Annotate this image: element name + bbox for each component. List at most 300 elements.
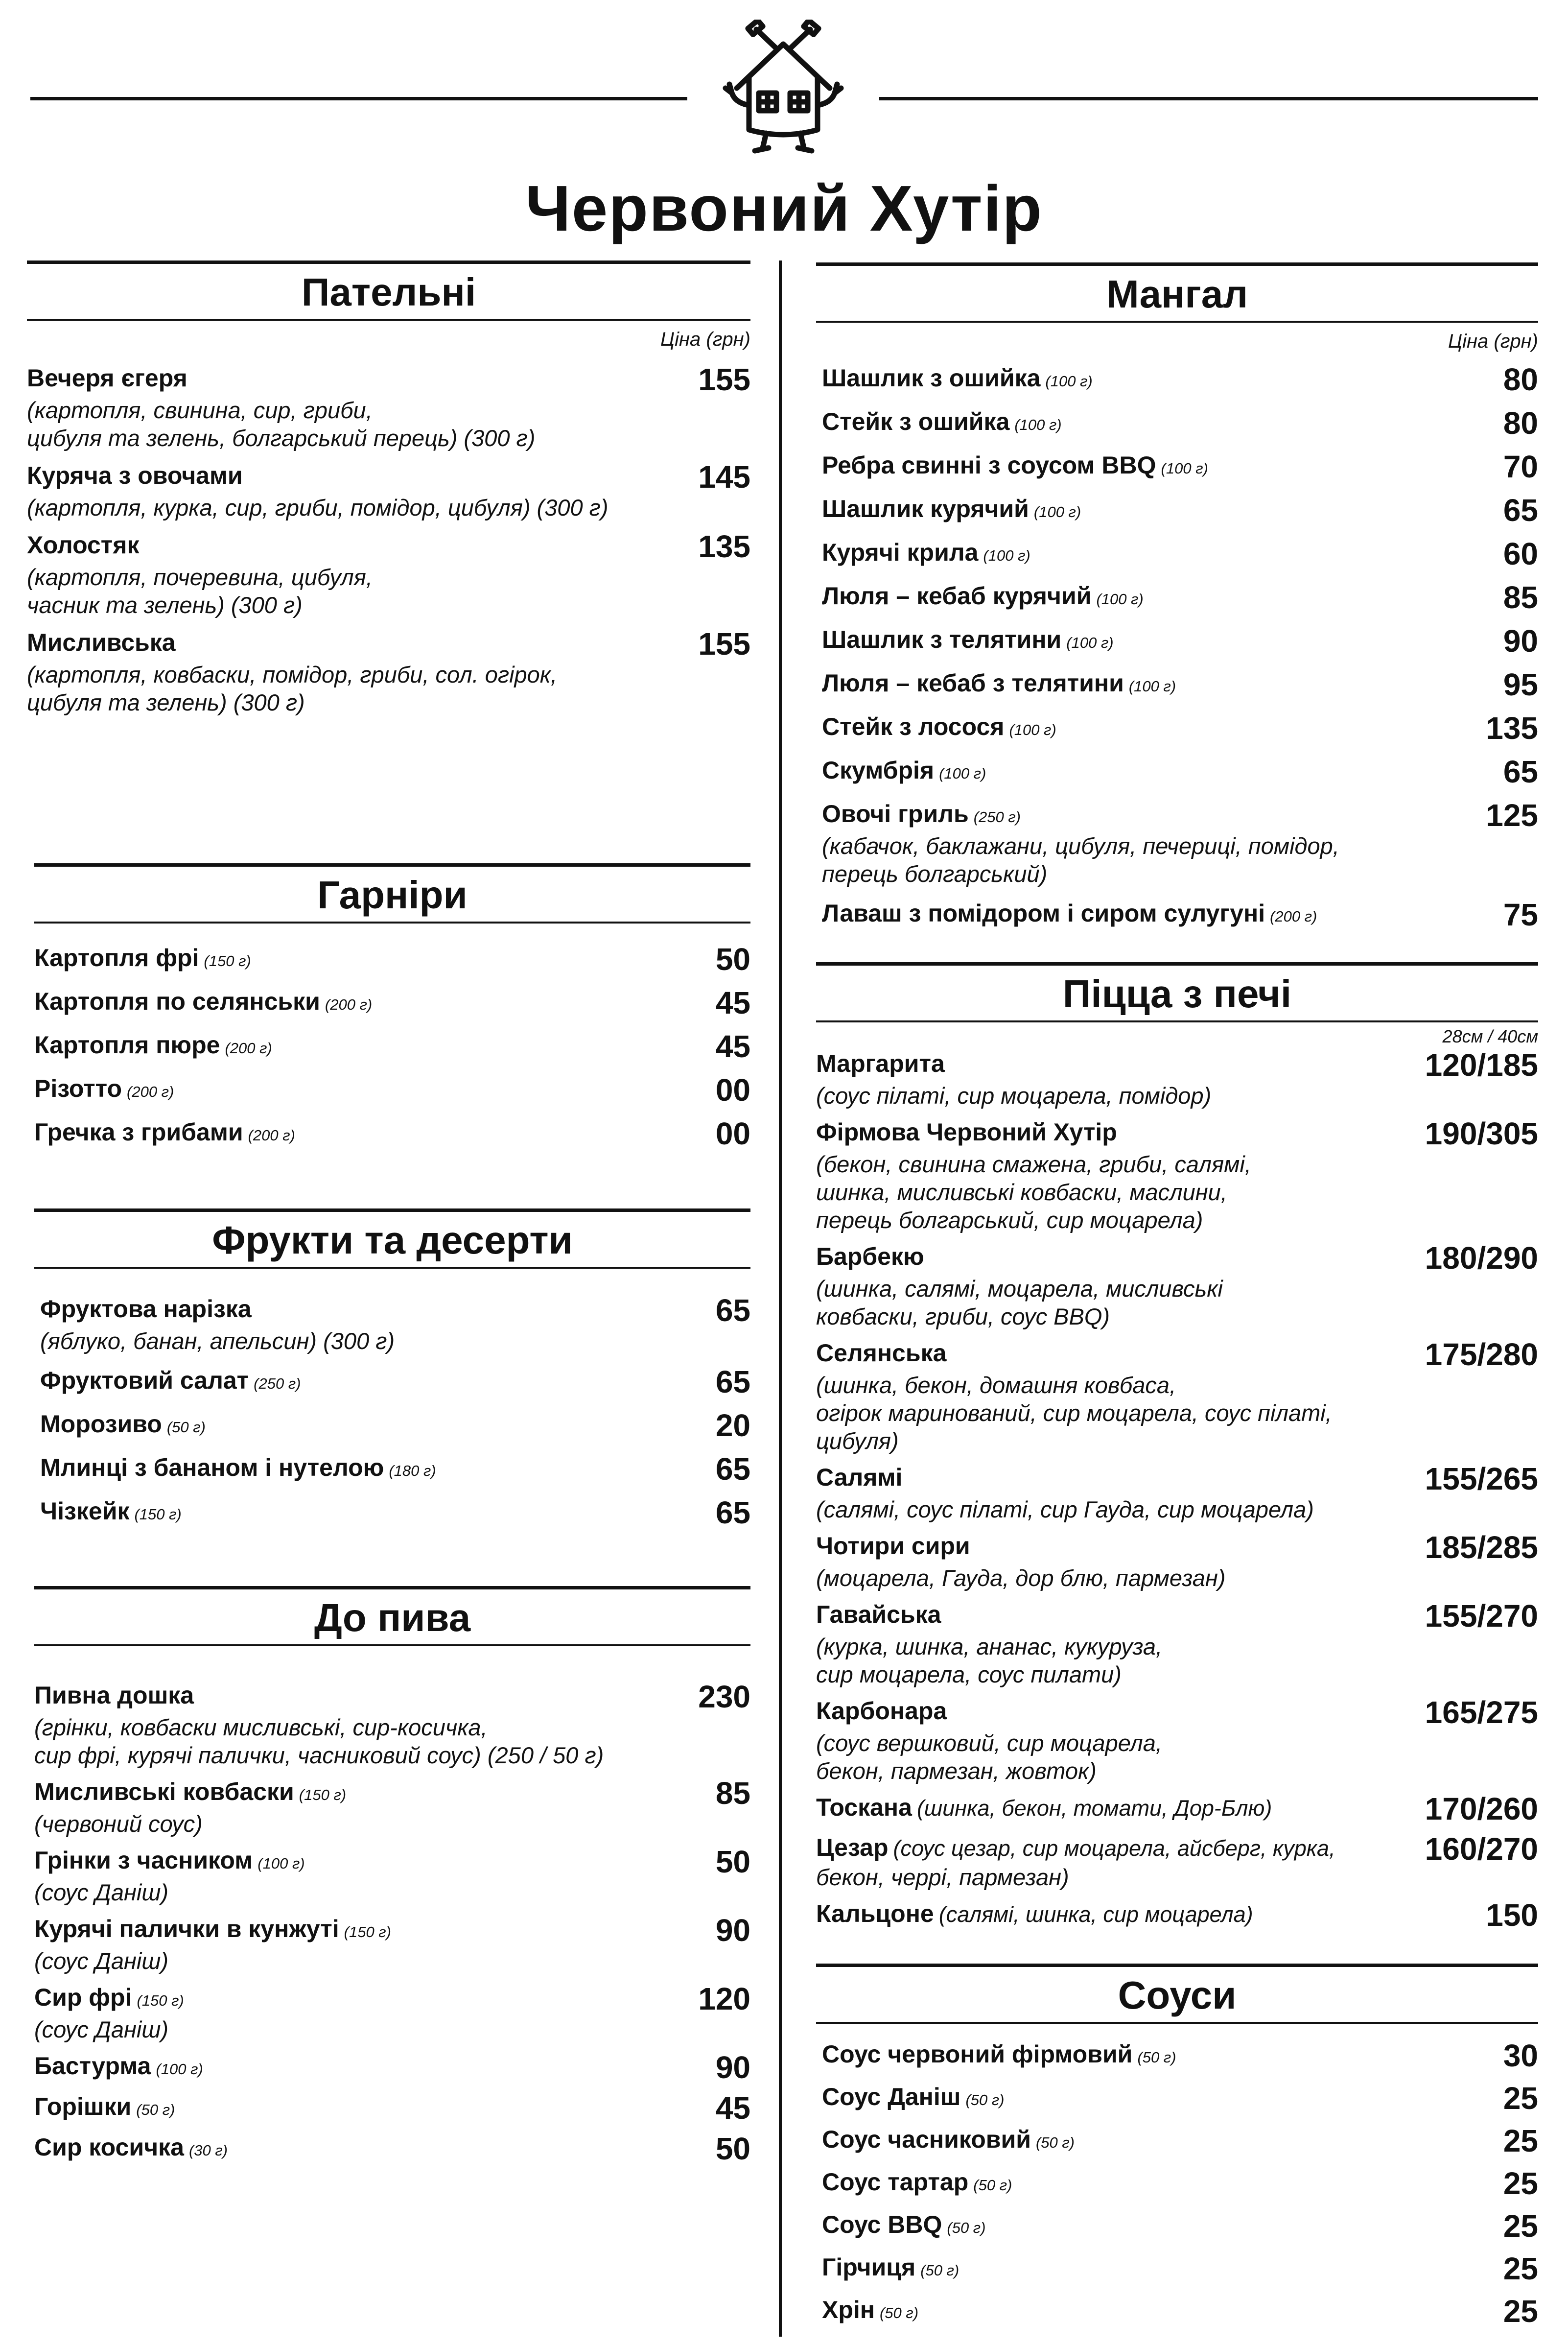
menu-item-price: 45 xyxy=(715,2090,750,2126)
menu-item-description: (картопля, курка, сир, гриби, помідор, цибуля) (300 г) xyxy=(27,495,608,521)
menu-item-text xyxy=(40,1366,704,1398)
menu-item xyxy=(816,1833,1538,1891)
menu-item-price: 65 xyxy=(715,1495,750,1530)
menu-item-description: (картопля, свинина, сир, гриби, цибуля та зелень, болгарський перець) (300 г) xyxy=(27,397,536,451)
menu-item-note: (200 г) xyxy=(248,1127,295,1144)
menu-item-name: Чізкейк xyxy=(40,1497,130,1525)
menu-item-name: Фірмова Червоний Хутір xyxy=(816,1118,1117,1146)
menu-item xyxy=(34,1117,750,1150)
menu-item-name-line xyxy=(27,530,686,563)
menu-item-text xyxy=(27,628,686,716)
menu-item-text xyxy=(27,363,686,452)
menu-item-name: Ребра свинні з соусом BBQ xyxy=(822,451,1156,479)
menu-item-note: (30 г) xyxy=(188,2142,228,2159)
menu-item-name-line xyxy=(34,1846,704,1878)
menu-item-text xyxy=(822,2125,1492,2157)
section-bottom-rule xyxy=(34,1267,750,1269)
menu-item-name: Картопля фрі xyxy=(34,944,199,971)
menu-item-text xyxy=(816,1899,1474,1929)
menu-item-description: (кабачок, баклажани, цибуля, печериці, помідор, перець болгарський) xyxy=(822,833,1339,887)
section-bottom-rule xyxy=(816,2022,1538,2024)
menu-item-name: Шашлик з ошийка xyxy=(822,364,1041,392)
menu-item-name-line xyxy=(27,461,686,494)
menu-item-price: 90 xyxy=(715,1913,750,1948)
section-title: Мангал xyxy=(1106,272,1248,316)
menu-item-text xyxy=(816,1793,1413,1823)
menu-item-note: (50 г) xyxy=(920,2262,960,2279)
menu-item xyxy=(34,1030,750,1063)
menu-item-name-line xyxy=(34,987,704,1019)
menu-item-text xyxy=(40,1294,704,1355)
menu-item-name: Соус BBQ xyxy=(822,2211,942,2238)
menu-item xyxy=(34,2132,750,2165)
menu-item-name: Барбекю xyxy=(816,1243,924,1270)
menu-item-text xyxy=(34,2132,704,2165)
menu-item-price: 30 xyxy=(1503,2038,1538,2073)
menu-item-note: (50 г) xyxy=(965,2091,1005,2108)
menu-item-name-line xyxy=(822,668,1492,701)
section-bottom-rule xyxy=(27,319,750,321)
menu-item-text xyxy=(34,2092,704,2125)
items-list xyxy=(816,363,1538,931)
menu-item-name-line xyxy=(822,2167,1492,2200)
menu-item-note: (200 г) xyxy=(127,1083,174,1100)
menu-item-name-line xyxy=(816,1833,1413,1863)
menu-item xyxy=(816,1899,1538,1931)
menu-item xyxy=(34,2051,750,2084)
menu-item-name-line xyxy=(34,2132,704,2165)
menu-item-text xyxy=(822,2167,1492,2200)
menu-item xyxy=(822,2039,1538,2072)
menu-item-text xyxy=(816,1531,1413,1592)
menu-item-text xyxy=(822,668,1492,701)
menu-item-text xyxy=(822,363,1492,396)
menu-item-text xyxy=(40,1409,704,1442)
menu-item-price: 190/305 xyxy=(1425,1116,1538,1151)
menu-item xyxy=(822,2252,1538,2285)
menu-item xyxy=(816,1463,1538,1523)
menu-item xyxy=(822,2125,1538,2157)
menu-item-name-line xyxy=(822,799,1474,832)
price-caption: Ціна (грн) xyxy=(660,329,750,350)
menu-item-description: (червоний соус) xyxy=(34,1811,203,1837)
menu-item-name-line xyxy=(822,538,1492,570)
menu-item-name: Соус Даніш xyxy=(822,2083,961,2110)
menu-item-price: 65 xyxy=(715,1364,750,1399)
menu-item-note: (100 г) xyxy=(156,2061,203,2078)
menu-item-price: 50 xyxy=(715,942,750,977)
menu-item xyxy=(822,712,1538,745)
menu-item xyxy=(822,799,1538,888)
menu-item-name-line xyxy=(40,1453,704,1486)
menu-item-text xyxy=(27,530,686,619)
menu-item-text xyxy=(816,1696,1413,1785)
menu-item-name: Кальцоне xyxy=(816,1900,934,1927)
menu-item xyxy=(822,756,1538,788)
menu-item xyxy=(34,2092,750,2125)
menu-item-text xyxy=(822,899,1492,931)
menu-item-price: 60 xyxy=(1503,536,1538,571)
menu-item-name-line xyxy=(40,1409,704,1442)
menu-item-name-line xyxy=(34,1030,704,1063)
menu-item xyxy=(27,461,750,521)
menu-item-name: Цезар xyxy=(816,1834,889,1861)
section-bottom-rule xyxy=(34,922,750,924)
menu-item-note: (200 г) xyxy=(325,996,373,1013)
menu-item-name: Хрін xyxy=(822,2296,875,2323)
menu-item-name-line xyxy=(34,1681,686,1713)
menu-item-text xyxy=(34,2051,704,2084)
menu-item-text xyxy=(822,712,1474,745)
section-bottom-rule xyxy=(816,321,1538,323)
section-bottom-rule xyxy=(816,1020,1538,1022)
menu-item-name-line xyxy=(27,363,686,396)
menu-item-text xyxy=(822,2210,1492,2243)
menu-item xyxy=(822,2167,1538,2200)
menu-item-name: Грінки з часником xyxy=(34,1847,253,1874)
items-list xyxy=(816,1049,1538,1931)
menu-item-note: (50 г) xyxy=(136,2101,175,2118)
menu-item xyxy=(40,1409,750,1442)
menu-item-price: 25 xyxy=(1503,2166,1538,2201)
menu-item xyxy=(34,1914,750,1975)
menu-item-name-line xyxy=(816,1696,1413,1729)
menu-item-name-line xyxy=(40,1366,704,1398)
menu-item-name-line xyxy=(822,450,1492,483)
menu-item xyxy=(822,494,1538,527)
menu-item-note: (200 г) xyxy=(1270,908,1317,925)
menu-item-note: (50 г) xyxy=(973,2177,1012,2194)
menu-item-note: (100 г) xyxy=(1128,678,1176,695)
menu-item-name: Салямі xyxy=(816,1464,903,1491)
menu-item-description: (шинка, бекон, домашня ковбаса, огірок маринований, сир моцарела, соус пілаті, цибуля) xyxy=(816,1372,1332,1454)
menu-item-note: (150 г) xyxy=(204,952,251,970)
menu-item-name: Курячі крила xyxy=(822,539,979,566)
menu-item-name-line xyxy=(822,2082,1492,2115)
menu-item-text xyxy=(34,987,704,1019)
column-divider xyxy=(779,261,782,2337)
menu-item-price: 165/275 xyxy=(1425,1695,1538,1730)
menu-item-price: 50 xyxy=(715,1844,750,1879)
menu-item-name: Шашлик з телятини xyxy=(822,626,1062,653)
menu-item xyxy=(822,450,1538,483)
menu-item-text xyxy=(822,625,1492,658)
menu-item-name: Морозиво xyxy=(40,1410,162,1438)
menu-item-name-line xyxy=(34,943,704,976)
menu-item-description: (шинка, салямі, моцарела, мисливські ковбаски, гриби, соус BBQ) xyxy=(816,1276,1223,1329)
menu-item-description: (картопля, почеревина, цибуля, часник та зелень) (300 г) xyxy=(27,564,373,618)
menu-item-description: (соус пілаті, сир моцарела, помідор) xyxy=(816,1083,1212,1109)
menu-item xyxy=(816,1531,1538,1592)
menu-item-name-line xyxy=(822,2039,1492,2072)
menu-item-price: 90 xyxy=(715,2050,750,2085)
menu-item-name-line xyxy=(816,1117,1413,1150)
menu-item-price: 20 xyxy=(715,1408,750,1443)
menu-item-description: (моцарела, Гауда, дор блю, пармезан) xyxy=(816,1565,1226,1591)
menu-item-note: (100 г) xyxy=(1161,460,1208,477)
menu-item-name: Сир косичка xyxy=(34,2133,184,2161)
menu-item-description: (соус Даніш) xyxy=(34,1879,168,1905)
menu-item-text xyxy=(34,1777,704,1838)
menu-item-text xyxy=(822,581,1492,614)
menu-item-name: Пивна дошка xyxy=(34,1682,194,1709)
menu-item-price: 135 xyxy=(698,529,750,564)
menu-item-price: 65 xyxy=(715,1293,750,1328)
menu-item xyxy=(822,363,1538,396)
menu-item-price: 95 xyxy=(1503,667,1538,702)
price-caption: Ціна (грн) xyxy=(1448,331,1538,352)
menu-item-description: бекон, черрі, пармезан) xyxy=(816,1864,1069,1890)
menu-item xyxy=(40,1294,750,1355)
menu-item xyxy=(822,538,1538,570)
menu-item-name: Маргарита xyxy=(816,1050,945,1077)
menu-item-name-line xyxy=(34,2092,704,2125)
menu-item-price: 175/280 xyxy=(1425,1337,1538,1372)
menu-item-name: Сир фрі xyxy=(34,1984,132,2011)
menu-item-price: 155 xyxy=(698,626,750,662)
menu-item-price: 155/265 xyxy=(1425,1461,1538,1496)
menu-item-price: 25 xyxy=(1503,2251,1538,2286)
menu-item-price: 00 xyxy=(715,1116,750,1151)
menu-item-price: 75 xyxy=(1503,897,1538,932)
menu-item-name-line xyxy=(822,756,1492,788)
menu-item-name: Соус тартар xyxy=(822,2168,969,2196)
menu-item-name: Фруктовий салат xyxy=(40,1367,249,1394)
menu-item-name: Стейк з ошийка xyxy=(822,408,1010,435)
section-title: Фрукти та десерти xyxy=(212,1218,573,1262)
menu-item-price: 45 xyxy=(715,1029,750,1064)
menu-item-text xyxy=(40,1453,704,1486)
section-title: Соуси xyxy=(1118,1973,1237,2017)
menu-item-name: Гавайська xyxy=(816,1601,941,1628)
menu-item-note: (150 г) xyxy=(344,1923,391,1941)
menu-item-price: 70 xyxy=(1503,449,1538,484)
menu-item-name: Млинці з бананом і нутелою xyxy=(40,1454,384,1481)
menu-item-name: Люля – кебаб з телятини xyxy=(822,669,1124,697)
menu-item-price: 25 xyxy=(1503,2294,1538,2329)
menu-item-text xyxy=(816,1833,1413,1891)
menu-item-text xyxy=(822,756,1492,788)
section-bottom-rule xyxy=(34,1644,750,1646)
menu-item-price: 25 xyxy=(1503,2208,1538,2244)
menu-item-note: (салямі, шинка, сир моцарела) xyxy=(938,1902,1253,1927)
menu-item-name: Гречка з грибами xyxy=(34,1118,243,1146)
menu-item xyxy=(27,530,750,619)
menu-item-note: (100 г) xyxy=(1096,591,1144,608)
menu-item xyxy=(822,899,1538,931)
menu-item-name: Стейк з лосося xyxy=(822,713,1005,740)
menu-item-text xyxy=(34,1030,704,1063)
menu-item-text xyxy=(822,2252,1492,2285)
menu-item-name-line xyxy=(816,1049,1413,1082)
menu-item-name: Картопля пюре xyxy=(34,1031,220,1059)
menu-item xyxy=(816,1696,1538,1785)
menu-item-text xyxy=(822,2082,1492,2115)
menu-item-text xyxy=(34,1914,704,1975)
section-pateli xyxy=(27,261,750,716)
menu-item-name-line xyxy=(34,2051,704,2084)
menu-item-name-line xyxy=(822,2252,1492,2285)
menu-item-price: 90 xyxy=(1503,623,1538,659)
menu-item-note: (50 г) xyxy=(1137,2049,1176,2066)
menu-item xyxy=(822,2295,1538,2328)
menu-item-price: 00 xyxy=(715,1072,750,1108)
section-top-rule xyxy=(34,1586,750,1589)
menu-item-name-line xyxy=(822,363,1492,396)
menu-item-text xyxy=(816,1242,1413,1330)
menu-item-name-line xyxy=(822,625,1492,658)
menu-item-note: (100 г) xyxy=(257,1855,305,1872)
menu-item-price: 160/270 xyxy=(1425,1831,1538,1867)
menu-item xyxy=(816,1338,1538,1455)
menu-item-note: (200 г) xyxy=(225,1040,272,1057)
menu-item-name: Соус часниковий xyxy=(822,2126,1031,2153)
menu-item-price: 80 xyxy=(1503,405,1538,441)
menu-item-text xyxy=(34,1846,704,1906)
menu-item-description: (яблуко, банан, апельсин) (300 г) xyxy=(40,1328,395,1354)
menu-item-text xyxy=(822,2039,1492,2072)
menu-item xyxy=(40,1496,750,1529)
menu-item-name-line xyxy=(822,712,1474,745)
menu-item-note: (50 г) xyxy=(1035,2134,1075,2151)
menu-item-price: 45 xyxy=(715,985,750,1020)
menu-item-name: Фруктова нарізка xyxy=(40,1295,252,1323)
menu-item-description: (курка, шинка, ананас, кукуруза, сир моцарела, соус пилати) xyxy=(816,1634,1163,1687)
section-pizza xyxy=(816,962,1538,1931)
menu-item-note: (50 г) xyxy=(947,2219,986,2236)
section-title: Піцца з печі xyxy=(1062,972,1292,1016)
menu-item-name: Курячі палички в кунжуті xyxy=(34,1915,339,1942)
menu-item-name-line xyxy=(34,1117,704,1150)
menu-item-note: (100 г) xyxy=(1009,721,1056,738)
menu-item-text xyxy=(816,1600,1413,1688)
section-frukty xyxy=(34,1208,750,1529)
section-title: Пательні xyxy=(301,270,476,314)
header-rule-right xyxy=(879,97,1538,100)
menu-item xyxy=(34,987,750,1019)
menu-item xyxy=(34,1074,750,1107)
menu-item xyxy=(816,1793,1538,1825)
menu-item-note: (шинка, бекон, томати, Дор-Блю) xyxy=(916,1796,1272,1821)
menu-item-price: 155/270 xyxy=(1425,1598,1538,1634)
items-list xyxy=(34,943,750,1150)
menu-item-name-line xyxy=(34,1983,686,2015)
menu-item-price: 50 xyxy=(715,2131,750,2166)
menu-item-price: 120 xyxy=(698,1981,750,2016)
menu-item-name: Горішки xyxy=(34,2093,132,2120)
menu-item-name-line xyxy=(816,1600,1413,1633)
menu-item-note: (соус цезар, сир моцарела, айсберг, курка, xyxy=(893,1836,1335,1861)
menu-item-price: 150 xyxy=(1486,1897,1538,1933)
menu-item-text xyxy=(816,1049,1413,1110)
menu-item xyxy=(34,1983,750,2043)
menu-item-text xyxy=(27,461,686,521)
menu-item-note: (100 г) xyxy=(939,765,986,782)
menu-item-name-line xyxy=(822,2125,1492,2157)
menu-item xyxy=(816,1049,1538,1110)
menu-item-note: (250 г) xyxy=(254,1375,301,1392)
price-caption: 28см / 40см xyxy=(1442,1026,1538,1046)
section-top-rule xyxy=(34,863,750,867)
menu-item-note: (250 г) xyxy=(973,808,1021,826)
menu-item-name: Лаваш з помідором і сиром сулугуні xyxy=(822,900,1265,927)
menu-item-name-line xyxy=(816,1338,1413,1371)
menu-item-name-line xyxy=(822,2295,1492,2328)
menu-item xyxy=(822,581,1538,614)
menu-item xyxy=(34,1681,750,1769)
menu-item-name-line xyxy=(822,2210,1492,2243)
menu-item-name: Мисливські ковбаски xyxy=(34,1778,294,1805)
menu-item-text xyxy=(40,1496,704,1529)
menu-item-description: (грінки, ковбаски мисливські, сир-косичка, сир фрі, курячі палички, часниковий соус) (250 / 50 г) xyxy=(34,1714,604,1768)
menu-item-note: (50 г) xyxy=(166,1419,206,1436)
section-top-rule xyxy=(34,1208,750,1212)
menu-item-text xyxy=(822,2295,1492,2328)
menu-item xyxy=(34,943,750,976)
menu-item-note: (100 г) xyxy=(1045,373,1093,390)
menu-item-price: 80 xyxy=(1503,362,1538,397)
menu-item-note: (100 г) xyxy=(1066,634,1114,651)
section-top-rule xyxy=(816,962,1538,966)
menu-item-name: Скумбрія xyxy=(822,757,935,784)
menu-item-price: 65 xyxy=(1503,493,1538,528)
menu-item-name: Різотто xyxy=(34,1075,122,1102)
menu-item-price: 135 xyxy=(1486,711,1538,746)
menu-item-name-line xyxy=(816,1463,1413,1495)
menu-item-price: 85 xyxy=(715,1776,750,1811)
section-sousy xyxy=(816,1964,1538,2328)
items-list xyxy=(34,1294,750,1529)
items-list xyxy=(34,1681,750,2165)
menu-item-name: Соус червоний фірмовий xyxy=(822,2040,1133,2068)
menu-item-note: (50 г) xyxy=(879,2304,919,2321)
menu-item-name-line xyxy=(816,1793,1413,1823)
menu-item-note: (100 г) xyxy=(1014,416,1062,433)
menu-item-name-line xyxy=(34,1777,704,1810)
header-rule-left xyxy=(30,97,687,100)
restaurant-title: Червоний Хутір xyxy=(525,172,1043,244)
menu-item-name-line xyxy=(816,1242,1413,1275)
menu-item-name: Картопля по селянськи xyxy=(34,988,320,1015)
menu-item-note: (150 г) xyxy=(299,1786,347,1803)
menu-item-price: 120/185 xyxy=(1425,1047,1538,1083)
menu-item-name-line xyxy=(27,628,686,661)
section-do-pyva xyxy=(34,1586,750,2165)
menu-item-name: Овочі гриль xyxy=(822,800,969,828)
menu-item-description: (соус Даніш) xyxy=(34,1948,168,1974)
menu-item-name-line xyxy=(816,1899,1474,1929)
menu-item-price: 65 xyxy=(715,1451,750,1487)
menu-item-name: Селянська xyxy=(816,1339,947,1367)
menu-item xyxy=(822,625,1538,658)
menu-item-price: 65 xyxy=(1503,754,1538,789)
menu-item-text xyxy=(816,1338,1413,1455)
menu-item-text xyxy=(822,799,1474,888)
items-list xyxy=(27,363,750,716)
menu-item-price: 230 xyxy=(698,1679,750,1714)
section-title: До пива xyxy=(314,1596,471,1639)
menu-item-note: (100 г) xyxy=(1033,503,1081,521)
menu-item-text xyxy=(822,407,1492,440)
menu-item-text xyxy=(34,1681,686,1769)
menu-item-description: (соус вершковий, сир моцарела, бекон, пармезан, жовток) xyxy=(816,1730,1162,1784)
section-top-rule xyxy=(816,1964,1538,1967)
menu-item xyxy=(816,1117,1538,1234)
menu-item-name-line xyxy=(40,1294,704,1327)
menu-item-name-line xyxy=(816,1531,1413,1564)
menu-item-price: 25 xyxy=(1503,2123,1538,2158)
menu-item-description: (салямі, соус пілаті, сир Гауда, сир моцарела) xyxy=(816,1496,1314,1522)
